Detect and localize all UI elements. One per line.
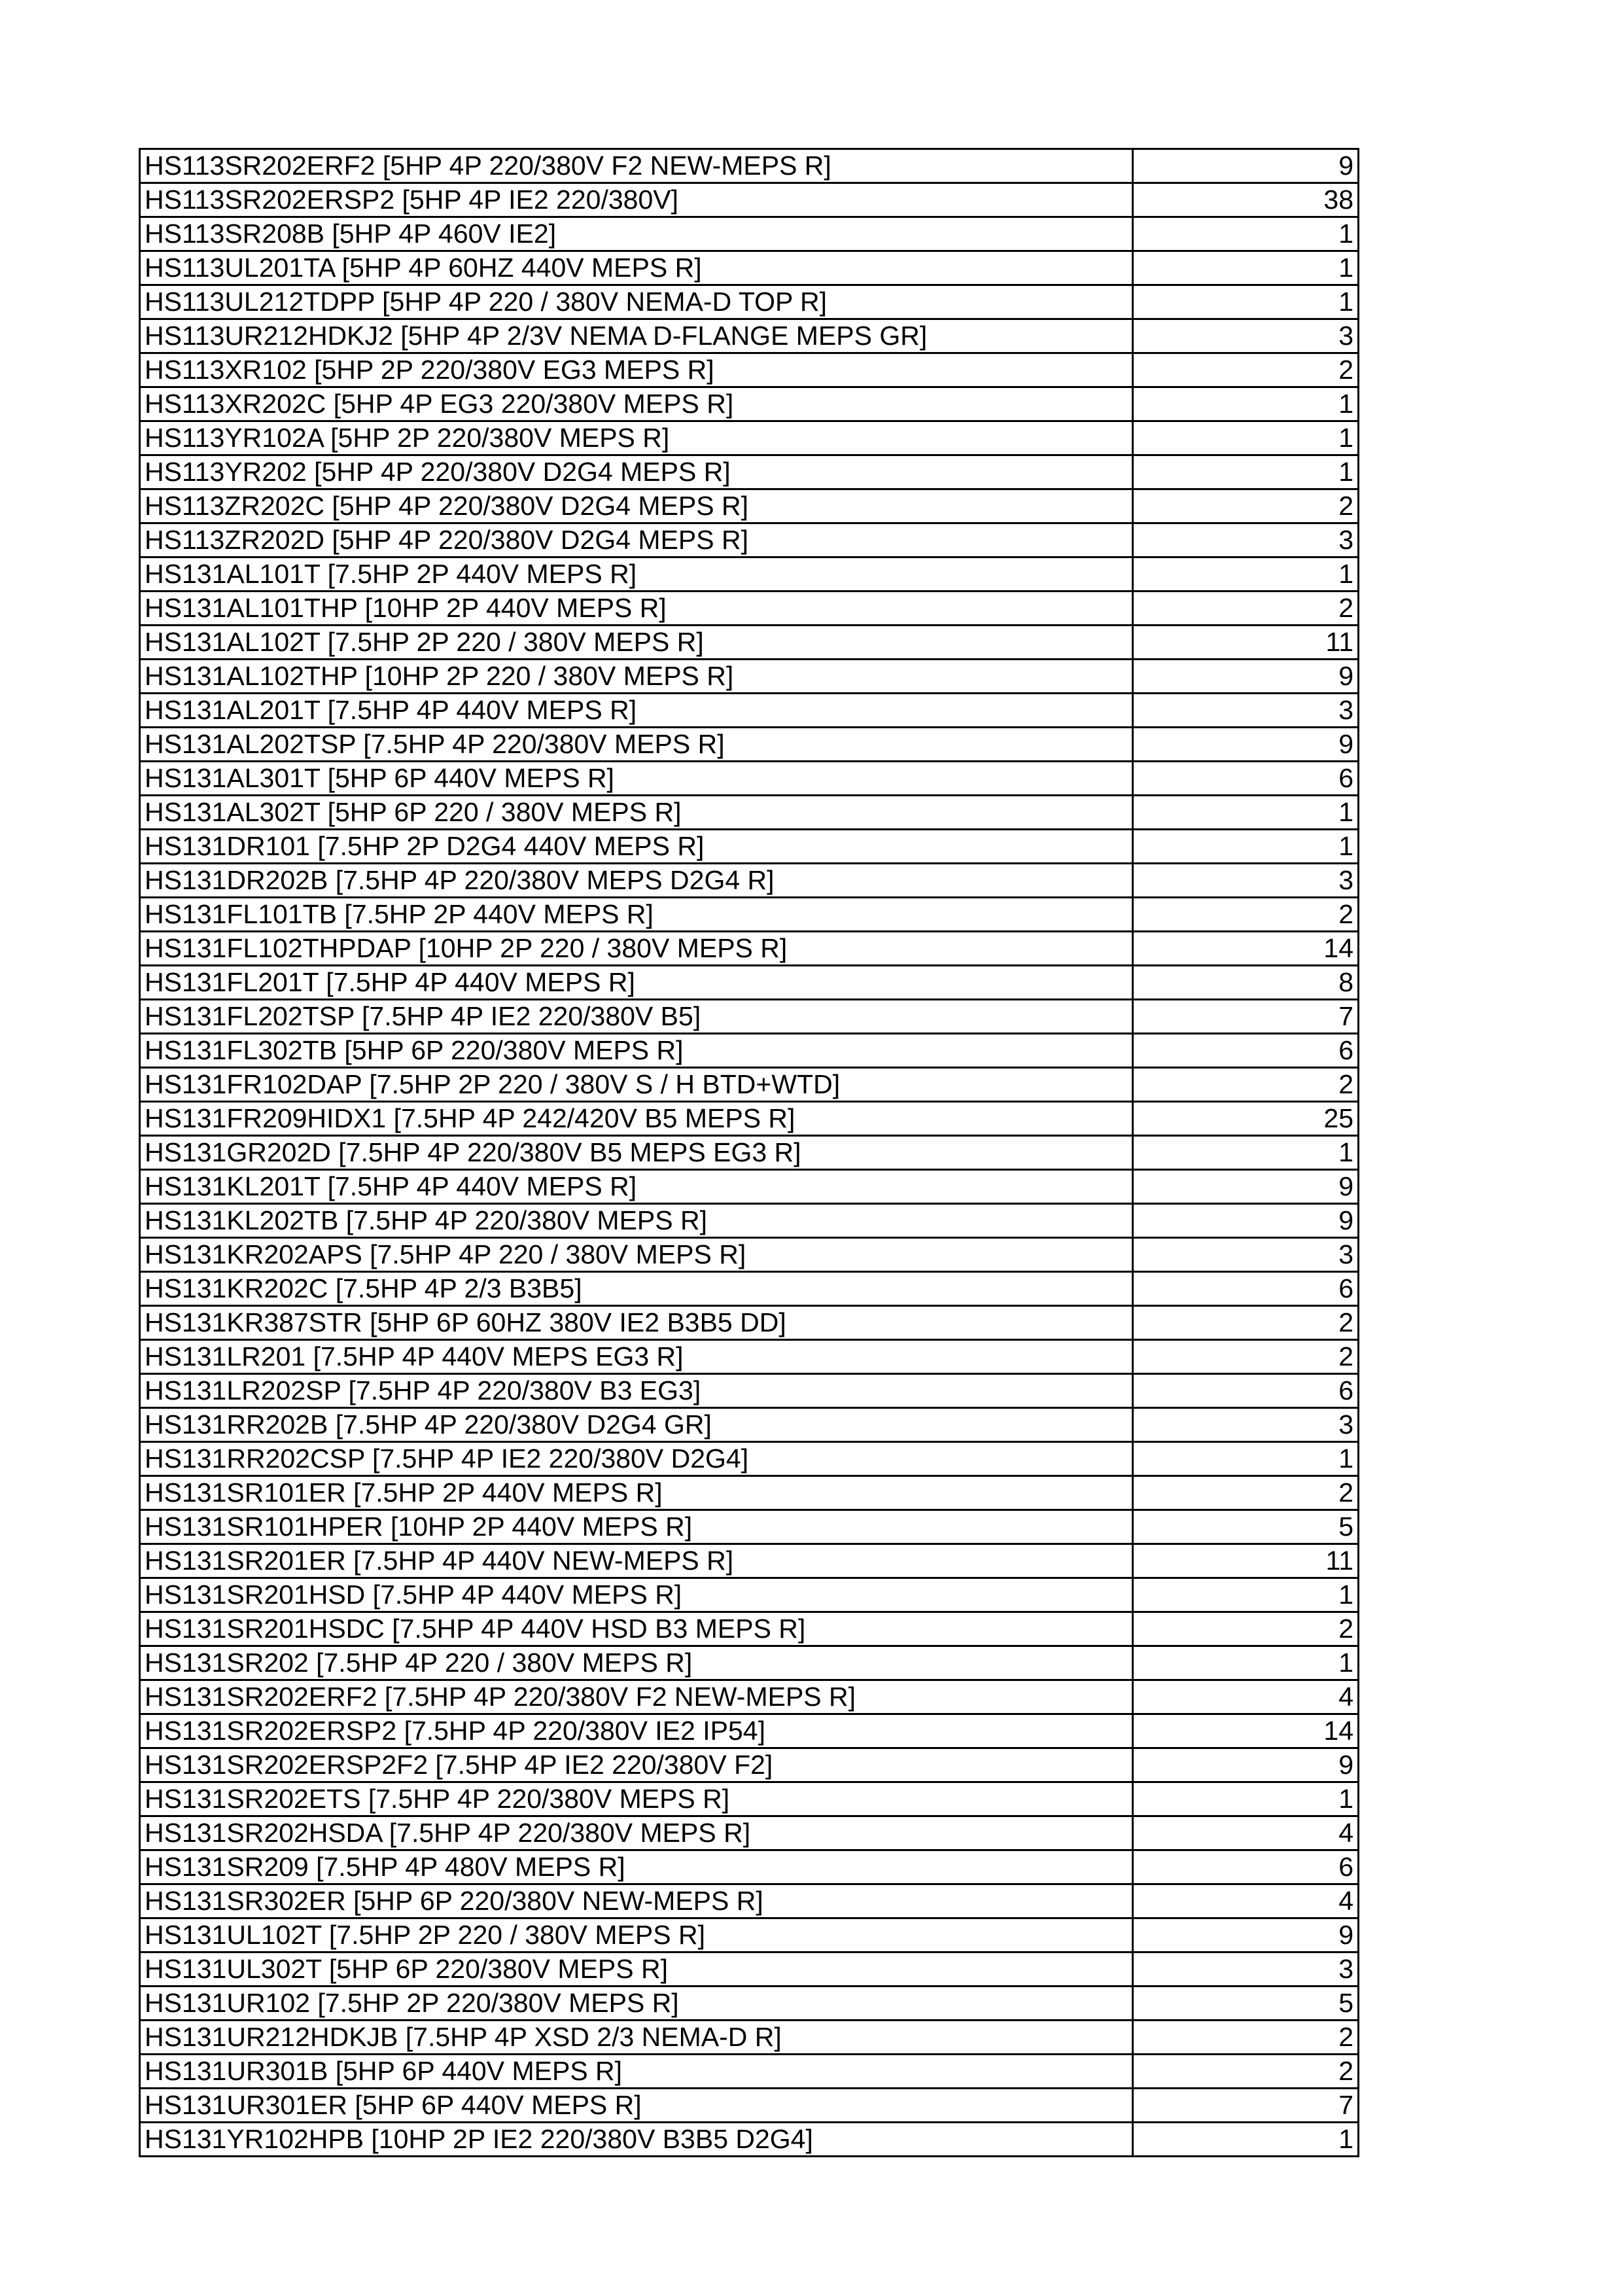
quantity-cell: 4 <box>1133 1680 1359 1714</box>
table-row <box>140 1544 1359 1578</box>
item-description-cell: HS131SR101ER [7.5HP 2P 440V MEPS R] <box>140 1476 1133 1510</box>
item-description-cell: HS131AL202TSP [7.5HP 4P 220/380V MEPS R] <box>140 728 1133 762</box>
item-description-cell: HS113XR102 [5HP 2P 220/380V EG3 MEPS R] <box>140 353 1133 387</box>
item-description-cell: HS131SR202ERF2 [7.5HP 4P 220/380V F2 NEW-MEPS R] <box>140 1680 1133 1714</box>
table-row <box>140 1306 1359 1340</box>
table-row <box>140 1714 1359 1748</box>
table-row <box>140 1204 1359 1238</box>
item-description-cell: HS113YR202 [5HP 4P 220/380V D2G4 MEPS R] <box>140 455 1133 489</box>
item-description-cell: HS113XR202C [5HP 4P EG3 220/380V MEPS R] <box>140 387 1133 421</box>
quantity-cell: 6 <box>1133 1034 1359 1068</box>
quantity-cell: 2 <box>1133 2021 1359 2055</box>
table-row <box>140 1952 1359 1987</box>
table-row <box>140 1578 1359 1612</box>
table-row <box>140 626 1359 660</box>
table-row <box>140 183 1359 217</box>
item-description-cell: HS131AL101THP [10HP 2P 440V MEPS R] <box>140 592 1133 626</box>
quantity-cell: 9 <box>1133 1748 1359 1782</box>
table-row <box>140 592 1359 626</box>
table-row <box>140 251 1359 285</box>
item-description-cell: HS131SR202ETS [7.5HP 4P 220/380V MEPS R] <box>140 1782 1133 1816</box>
quantity-cell: 1 <box>1133 217 1359 251</box>
item-description-cell: HS131FL102THPDAP [10HP 2P 220 / 380V MEPS R] <box>140 932 1133 966</box>
table-row <box>140 489 1359 523</box>
quantity-cell: 1 <box>1133 455 1359 489</box>
table-row <box>140 1000 1359 1034</box>
item-description-cell: HS131SR202 [7.5HP 4P 220 / 380V MEPS R] <box>140 1646 1133 1680</box>
item-description-cell: HS131YR102HPB [10HP 2P IE2 220/380V B3B5 D2G4] <box>140 2123 1133 2157</box>
item-description-cell: HS131UR301B [5HP 6P 440V MEPS R] <box>140 2055 1133 2089</box>
quantity-cell: 1 <box>1133 830 1359 864</box>
item-description-cell: HS113ZR202D [5HP 4P 220/380V D2G4 MEPS R] <box>140 523 1133 557</box>
quantity-cell: 1 <box>1133 285 1359 319</box>
item-description-cell: HS131UR102 [7.5HP 2P 220/380V MEPS R] <box>140 1987 1133 2021</box>
quantity-cell: 14 <box>1133 932 1359 966</box>
item-description-cell: HS131RR202CSP [7.5HP 4P IE2 220/380V D2G4] <box>140 1442 1133 1476</box>
quantity-cell: 38 <box>1133 183 1359 217</box>
table-row <box>140 1340 1359 1374</box>
quantity-cell: 7 <box>1133 2089 1359 2123</box>
table-row <box>140 762 1359 796</box>
table-row <box>140 1034 1359 1068</box>
item-description-cell: HS131FR209HIDX1 [7.5HP 4P 242/420V B5 MEPS R] <box>140 1102 1133 1136</box>
item-description-cell: HS131SR209 [7.5HP 4P 480V MEPS R] <box>140 1850 1133 1884</box>
item-description-cell: HS131SR201ER [7.5HP 4P 440V NEW-MEPS R] <box>140 1544 1133 1578</box>
item-description-cell: HS131AL102THP [10HP 2P 220 / 380V MEPS R] <box>140 660 1133 694</box>
quantity-cell: 3 <box>1133 523 1359 557</box>
quantity-cell: 1 <box>1133 1442 1359 1476</box>
table-row <box>140 864 1359 898</box>
item-description-cell: HS131AL301T [5HP 6P 440V MEPS R] <box>140 762 1133 796</box>
item-description-cell: HS113ZR202C [5HP 4P 220/380V D2G4 MEPS R] <box>140 489 1133 523</box>
item-description-cell: HS131SR201HSDC [7.5HP 4P 440V HSD B3 MEPS R] <box>140 1612 1133 1646</box>
table-row <box>140 149 1359 183</box>
quantity-cell: 2 <box>1133 1068 1359 1102</box>
quantity-cell: 2 <box>1133 353 1359 387</box>
table-row <box>140 830 1359 864</box>
table-row <box>140 557 1359 592</box>
quantity-cell: 6 <box>1133 1850 1359 1884</box>
quantity-cell: 3 <box>1133 1952 1359 1987</box>
inventory-sheet <box>139 148 1359 2157</box>
quantity-cell: 1 <box>1133 2123 1359 2157</box>
quantity-cell: 1 <box>1133 1136 1359 1170</box>
quantity-cell: 6 <box>1133 1272 1359 1306</box>
quantity-cell: 1 <box>1133 1782 1359 1816</box>
table-row <box>140 2055 1359 2089</box>
table-row <box>140 1102 1359 1136</box>
quantity-cell: 9 <box>1133 1204 1359 1238</box>
quantity-cell: 2 <box>1133 1340 1359 1374</box>
table-row <box>140 523 1359 557</box>
item-description-cell: HS131RR202B [7.5HP 4P 220/380V D2G4 GR] <box>140 1408 1133 1442</box>
item-description-cell: HS131UL302T [5HP 6P 220/380V MEPS R] <box>140 1952 1133 1987</box>
item-description-cell: HS113SR202ERSP2 [5HP 4P IE2 220/380V] <box>140 183 1133 217</box>
quantity-cell: 9 <box>1133 728 1359 762</box>
item-description-cell: HS113UR212HDKJ2 [5HP 4P 2/3V NEMA D-FLANGE MEPS GR] <box>140 319 1133 353</box>
table-row <box>140 421 1359 455</box>
table-row <box>140 2021 1359 2055</box>
item-description-cell: HS131UL102T [7.5HP 2P 220 / 380V MEPS R] <box>140 1918 1133 1952</box>
table-row <box>140 1442 1359 1476</box>
item-description-cell: HS131UR301ER [5HP 6P 440V MEPS R] <box>140 2089 1133 2123</box>
item-description-cell: HS131FL101TB [7.5HP 2P 440V MEPS R] <box>140 898 1133 932</box>
quantity-cell: 3 <box>1133 1238 1359 1272</box>
table-row <box>140 1748 1359 1782</box>
item-description-cell: HS131GR202D [7.5HP 4P 220/380V B5 MEPS EG3 R] <box>140 1136 1133 1170</box>
quantity-cell: 2 <box>1133 489 1359 523</box>
item-description-cell: HS113UL212TDPP [5HP 4P 220 / 380V NEMA-D TOP R] <box>140 285 1133 319</box>
table-row <box>140 966 1359 1000</box>
quantity-cell: 2 <box>1133 898 1359 932</box>
quantity-cell: 1 <box>1133 557 1359 592</box>
table-row <box>140 1782 1359 1816</box>
item-description-cell: HS131AL201T [7.5HP 4P 440V MEPS R] <box>140 694 1133 728</box>
item-description-cell: HS131KR202C [7.5HP 4P 2/3 B3B5] <box>140 1272 1133 1306</box>
quantity-cell: 6 <box>1133 1374 1359 1408</box>
table-row <box>140 1238 1359 1272</box>
quantity-cell: 3 <box>1133 694 1359 728</box>
table-row <box>140 1918 1359 1952</box>
quantity-cell: 25 <box>1133 1102 1359 1136</box>
item-description-cell: HS131SR302ER [5HP 6P 220/380V NEW-MEPS R] <box>140 1884 1133 1918</box>
quantity-cell: 11 <box>1133 626 1359 660</box>
table-row <box>140 1680 1359 1714</box>
quantity-cell: 1 <box>1133 251 1359 285</box>
table-row <box>140 728 1359 762</box>
quantity-cell: 14 <box>1133 1714 1359 1748</box>
item-description-cell: HS131SR202ERSP2F2 [7.5HP 4P IE2 220/380V F2] <box>140 1748 1133 1782</box>
quantity-cell: 2 <box>1133 592 1359 626</box>
quantity-cell: 3 <box>1133 864 1359 898</box>
quantity-cell: 2 <box>1133 1306 1359 1340</box>
table-row <box>140 1850 1359 1884</box>
quantity-cell: 4 <box>1133 1884 1359 1918</box>
quantity-cell: 6 <box>1133 762 1359 796</box>
quantity-cell: 4 <box>1133 1816 1359 1850</box>
item-description-cell: HS131AL302T [5HP 6P 220 / 380V MEPS R] <box>140 796 1133 830</box>
item-description-cell: HS131SR202HSDA [7.5HP 4P 220/380V MEPS R] <box>140 1816 1133 1850</box>
table-row <box>140 1884 1359 1918</box>
table-row <box>140 1646 1359 1680</box>
table-row <box>140 796 1359 830</box>
item-description-cell: HS131AL102T [7.5HP 2P 220 / 380V MEPS R] <box>140 626 1133 660</box>
table-row <box>140 660 1359 694</box>
item-description-cell: HS131KR387STR [5HP 6P 60HZ 380V IE2 B3B5 DD] <box>140 1306 1133 1340</box>
item-description-cell: HS131FL302TB [5HP 6P 220/380V MEPS R] <box>140 1034 1133 1068</box>
quantity-cell: 3 <box>1133 1408 1359 1442</box>
item-description-cell: HS131DR202B [7.5HP 4P 220/380V MEPS D2G4 R] <box>140 864 1133 898</box>
item-description-cell: HS113UL201TA [5HP 4P 60HZ 440V MEPS R] <box>140 251 1133 285</box>
table-row <box>140 387 1359 421</box>
table-row <box>140 353 1359 387</box>
table-row <box>140 2089 1359 2123</box>
quantity-cell: 2 <box>1133 1476 1359 1510</box>
item-description-cell: HS131KR202APS [7.5HP 4P 220 / 380V MEPS R] <box>140 1238 1133 1272</box>
table-row <box>140 898 1359 932</box>
inventory-table <box>139 148 1359 2157</box>
table-row <box>140 2123 1359 2157</box>
table-row <box>140 455 1359 489</box>
item-description-cell: HS131SR101HPER [10HP 2P 440V MEPS R] <box>140 1510 1133 1544</box>
item-description-cell: HS131FR102DAP [7.5HP 2P 220 / 380V S / H BTD+WTD] <box>140 1068 1133 1102</box>
item-description-cell: HS131DR101 [7.5HP 2P D2G4 440V MEPS R] <box>140 830 1133 864</box>
item-description-cell: HS113SR208B [5HP 4P 460V IE2] <box>140 217 1133 251</box>
table-row <box>140 285 1359 319</box>
quantity-cell: 1 <box>1133 1578 1359 1612</box>
table-row <box>140 1068 1359 1102</box>
quantity-cell: 9 <box>1133 149 1359 183</box>
table-row <box>140 1374 1359 1408</box>
quantity-cell: 9 <box>1133 1918 1359 1952</box>
quantity-cell: 2 <box>1133 1612 1359 1646</box>
item-description-cell: HS131KL201T [7.5HP 4P 440V MEPS R] <box>140 1170 1133 1204</box>
quantity-cell: 2 <box>1133 2055 1359 2089</box>
quantity-cell: 1 <box>1133 387 1359 421</box>
table-row <box>140 1136 1359 1170</box>
table-row <box>140 1510 1359 1544</box>
item-description-cell: HS131FL202TSP [7.5HP 4P IE2 220/380V B5] <box>140 1000 1133 1034</box>
quantity-cell: 3 <box>1133 319 1359 353</box>
quantity-cell: 1 <box>1133 421 1359 455</box>
table-row <box>140 1476 1359 1510</box>
quantity-cell: 1 <box>1133 1646 1359 1680</box>
table-row <box>140 1272 1359 1306</box>
item-description-cell: HS131AL101T [7.5HP 2P 440V MEPS R] <box>140 557 1133 592</box>
quantity-cell: 1 <box>1133 796 1359 830</box>
table-row <box>140 217 1359 251</box>
table-row <box>140 1816 1359 1850</box>
table-row <box>140 694 1359 728</box>
table-row <box>140 1408 1359 1442</box>
item-description-cell: HS131SR202ERSP2 [7.5HP 4P 220/380V IE2 IP54] <box>140 1714 1133 1748</box>
inventory-table-body <box>140 149 1359 2157</box>
quantity-cell: 9 <box>1133 1170 1359 1204</box>
quantity-cell: 11 <box>1133 1544 1359 1578</box>
item-description-cell: HS131SR201HSD [7.5HP 4P 440V MEPS R] <box>140 1578 1133 1612</box>
table-row <box>140 319 1359 353</box>
quantity-cell: 5 <box>1133 1510 1359 1544</box>
table-row <box>140 1170 1359 1204</box>
item-description-cell: HS131FL201T [7.5HP 4P 440V MEPS R] <box>140 966 1133 1000</box>
item-description-cell: HS131KL202TB [7.5HP 4P 220/380V MEPS R] <box>140 1204 1133 1238</box>
item-description-cell: HS131LR201 [7.5HP 4P 440V MEPS EG3 R] <box>140 1340 1133 1374</box>
item-description-cell: HS113SR202ERF2 [5HP 4P 220/380V F2 NEW-MEPS R] <box>140 149 1133 183</box>
table-row <box>140 932 1359 966</box>
quantity-cell: 5 <box>1133 1987 1359 2021</box>
quantity-cell: 8 <box>1133 966 1359 1000</box>
table-row <box>140 1612 1359 1646</box>
item-description-cell: HS113YR102A [5HP 2P 220/380V MEPS R] <box>140 421 1133 455</box>
item-description-cell: HS131LR202SP [7.5HP 4P 220/380V B3 EG3] <box>140 1374 1133 1408</box>
table-row <box>140 1987 1359 2021</box>
quantity-cell: 7 <box>1133 1000 1359 1034</box>
quantity-cell: 9 <box>1133 660 1359 694</box>
item-description-cell: HS131UR212HDKJB [7.5HP 4P XSD 2/3 NEMA-D R] <box>140 2021 1133 2055</box>
